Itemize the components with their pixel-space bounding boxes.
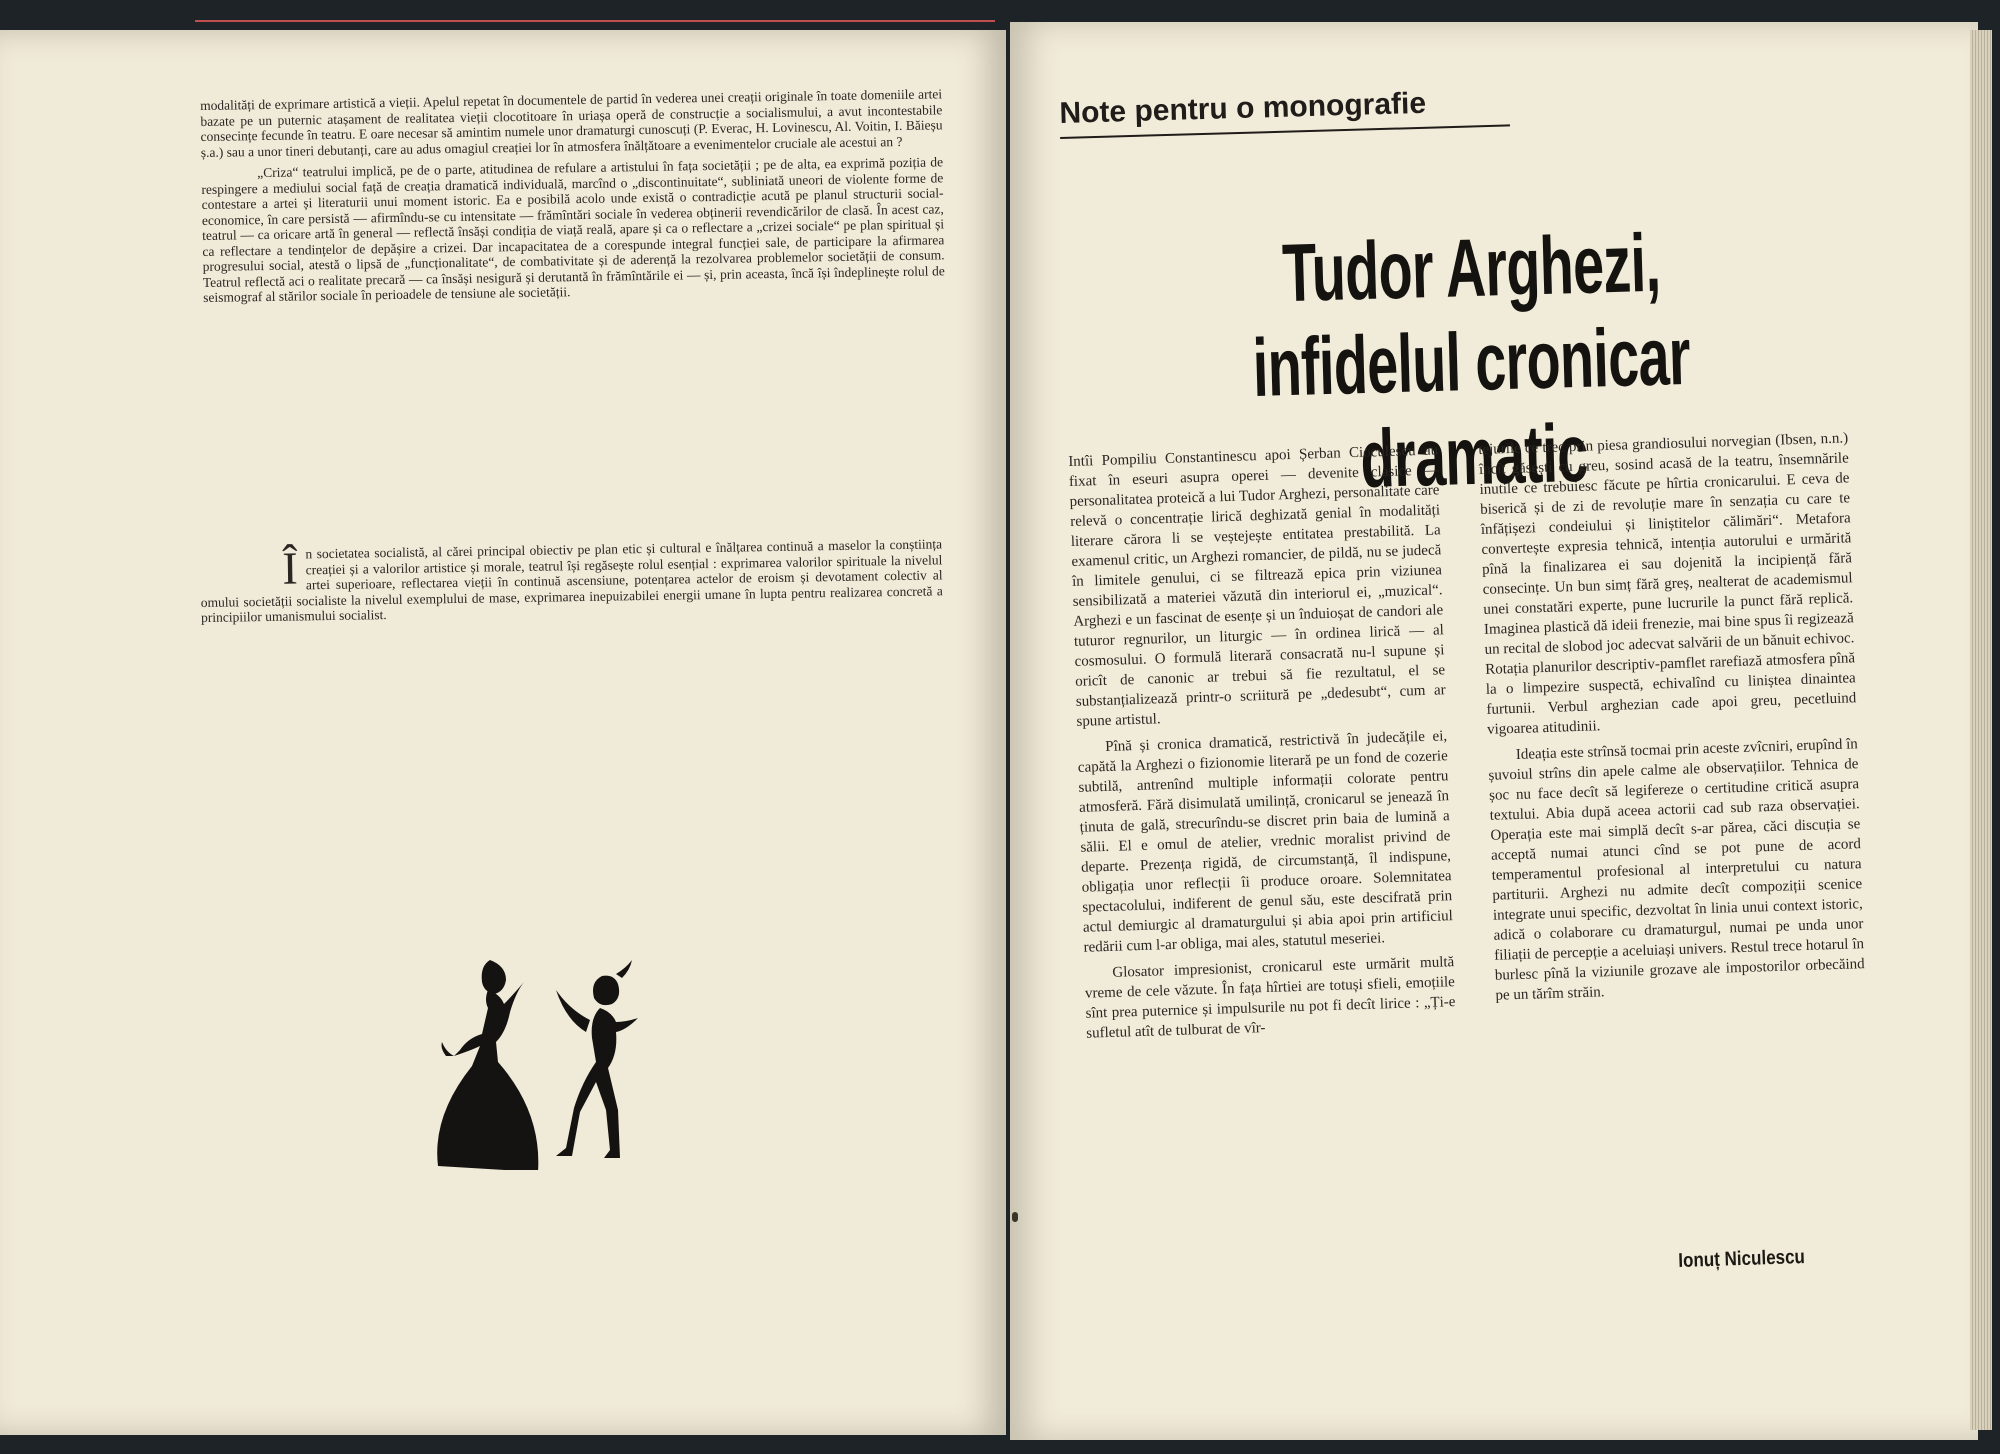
left-page-text-block-1	[200, 86, 945, 311]
column-1-paragraph-2: Pînă și cronica dramatică, restrictivă în judecățile ei, capătă la Arghezi o fizionomie literară pe un fond de cozerie subtilă, antrenînd multiple informații colorate pentru atmosferă. Fără disimulată umilință, cronicarul se jenează în ținuta de gală, strecurîndu-se discret prin baia de lumină a sălii. El e omul de atelier, vrednic moralist privind de departe. Prezența rigidă, de circumstanță, îl indispune, obligația unor reflecții îi produce oroare. Solemnitatea spectacolului, indiferent de genul său, este descifrată prin actul demiurgic al dramaturgului și abia apoi prin artificiul redării cum l-ar obliga, mai ales, statutul meseriei.	[1077, 728, 1454, 956]
left-paragraph-1: modalități de exprimare artistică a vieții. Apelul repetat în documentele de partid în vederea unei creații originale în toate domeniile artei bazate pe un puternic atașament de realitatea vieții clocotitoare în uriașa operă de construcție a socialismului, a avut incontestabile consecințe fecunde în teatru. E oare necesar să amintim numele unor dramaturgi cunoscuți (P. Everac, H. Lovinescu, Al. Voitin, I. Băieșu ș.a.) sau a unor tineri debutanți, care au adus omagiul creației lor în atmosfera înălțătoare a evenimentelor cruciale ale acestui an ?	[200, 86, 943, 160]
article-column-2	[1478, 428, 1866, 1011]
top-rule	[195, 20, 995, 22]
page-edges	[1970, 30, 1992, 1430]
section-header: Note pentru o monografie	[1059, 84, 1510, 139]
author-signature: Ionuț Niculescu	[1678, 1246, 1806, 1272]
gutter-mark	[1012, 1212, 1018, 1222]
article-title-line-1: Tudor Arghezi,	[1281, 217, 1662, 320]
left-page-text-block-2	[200, 536, 943, 631]
article-title-line-2: infidelul cronicar dramatic	[1251, 310, 1691, 506]
dancing-couple-silhouette-icon	[430, 950, 680, 1175]
column-2-paragraph-1: tejurile ce trec prin piesa grandiosului norvegian (Ibsen, n.n.) încît găsești cu greu, sosind acasă de la teatru, însemnările inutile ce trebuiesc făcute pe hîrtia cronicarului. E ceva de biserică și de zi de revoluție mare în senzația cu care te înfățișezi condeiului și liniștitelor călimări“. Metafora convertește expresia tehnică, intenția autorului e urmărită pînă la finalizarea ei sau dojenită la incipiență fără consecințe. Un bun simț fără greș, nealterat de academismul unei constatări experte, pune lucrurile la punct fără replică. Imaginea plastică dă ideii frenezie, mai bine spus îi regizează un recital de slobod joc adecvat salvării de un bănuit echivoc. Rotația planurilor descriptiv-pamflet rarefiază atmosfera pînă la o limpezire suspectă, echivalînd cu liniștea dinaintea furtunii. Verbul arghezian cade apoi greu, pecetluind vigoarea atitudinii.	[1478, 430, 1857, 738]
column-1-paragraph-3: Glosator impresionist, cronicarul este urmărit multă vreme de cele văzute. În fața hîrtiei are totuși sfieli, emoțiile sînt prea puternice și impulsurile nu pot fi decît lirice : „Ți-e sufletul atît de tulburat de vîr-	[1084, 954, 1456, 1042]
left-paragraph-2: „Criza“ teatrului implică, pe de o parte, atitudinea de refulare a artistului în fața societății ; pe de alta, ea exprimă poziția de respingere a mediului social față de creația dramatică individuală, marcînd o „discontinuitate“, subliniată uneori de violente forme de contestare a artei și literaturii unui moment istoric. Ea e posibilă acolo unde există o contradicție acută pe planul structurii social-economice, în care persistă — afirmîndu-se cu intensitate — frămîntări sociale în vederea obținerii revendicărilor de clasă. În acest caz, teatrul — ca oricare artă în general — reflectă însăși condiția de viață reală, apare și ca o reflectare a „crizei sociale“ pe plan spiritual și ca reflectare a tendințelor de depășire a crizei. Dar incapacitatea de a corespunde integral funcției sale, de participare la afirmarea progresului social, atestă o lipsă de „funcționalitate“, de combativitate și de aderență la rezolvarea problemelor societății de consum. Teatrul reflectă aci o realitate precară — ca însăși nesigură și derutantă în frămîntările ei — și, prin aceasta, încă își îndeplinește rolul de seismograf al stărilor sociale în perioadele de tensiune ale societății.	[201, 154, 945, 305]
column-2-paragraph-2: Ideația este strînsă tocmai prin aceste zvîcniri, erupînd în șuvoiul strîns din apele calme ale observațiilor. Tehnica de șoc nu face decît să legifereze o certitudine critică asupra textului. Abia după aceea actorii cad sub raza observației. Operația este mai simplă decît s-ar părea, căci discuția se acceptă numai atunci cînd se pot pune de acord temperamentul profesional al interpretului cu natura partiturii. Arghezi nu admite decît compoziții scenice integrate unui specific, dezvoltat în linia unui context istoric, adică o colaborare cu dramaturgul, numai pe unda unor filiații de percepție a aceluiași univers. Restul trece hotarul în burlesc pînă la viziunile grozave ale impostorilor orbecăind pe un tărîm străin.	[1488, 736, 1865, 1004]
column-1-paragraph-1: Intîi Pompiliu Constantinescu apoi Șerban Cioculescu au fixat în eseuri asupra operei — devenite clasice — personalitatea proteică a lui Tudor Arghezi, personalitate care relevă o concentrație lirică deghizată genial în modalități literare cărora li se veștejește entitatea prestabilită. La examenul critic, un Arghezi romancier, de pildă, nu se judecă în limitele genului, ci se filtrează epica prin viziunea sensibilizată a materiei văzută din interiorul ei, „muzical“. Arghezi e un fascinat de esențe și un înduioșat de candori ale tuturor regnurilor, un liturgic — în ordinea lirică — al cosmosului. O formulă literară consacrată nu-l supune și oricît de canonic ar trebui să fie rezultatul, el se substanțializează printr-o scriitură pe „dedesubt“, cum ar spune artistul.	[1068, 442, 1446, 730]
article-column-1	[1068, 440, 1457, 1049]
left-paragraph-3: n societatea socialistă, al cărei principal obiectiv pe plan etic și cultural e înălțarea continuă a maselor la conștiința creației și a valorilor artistice și morale, teatrul își regăsește rolul esențial : exprimarea valorilor spirituale la nivelul artei superioare, reflectarea vieții în continuă ascensiune, potențarea actelor de eroism și devotament colectiv al omului societății socialiste la nivelul exemplului de mase, exprimarea inepuizabilei energii umane în lupta pentru realizarea concretă a principiilor umanismului socialist.	[200, 536, 943, 625]
drop-cap: Î	[281, 542, 299, 594]
